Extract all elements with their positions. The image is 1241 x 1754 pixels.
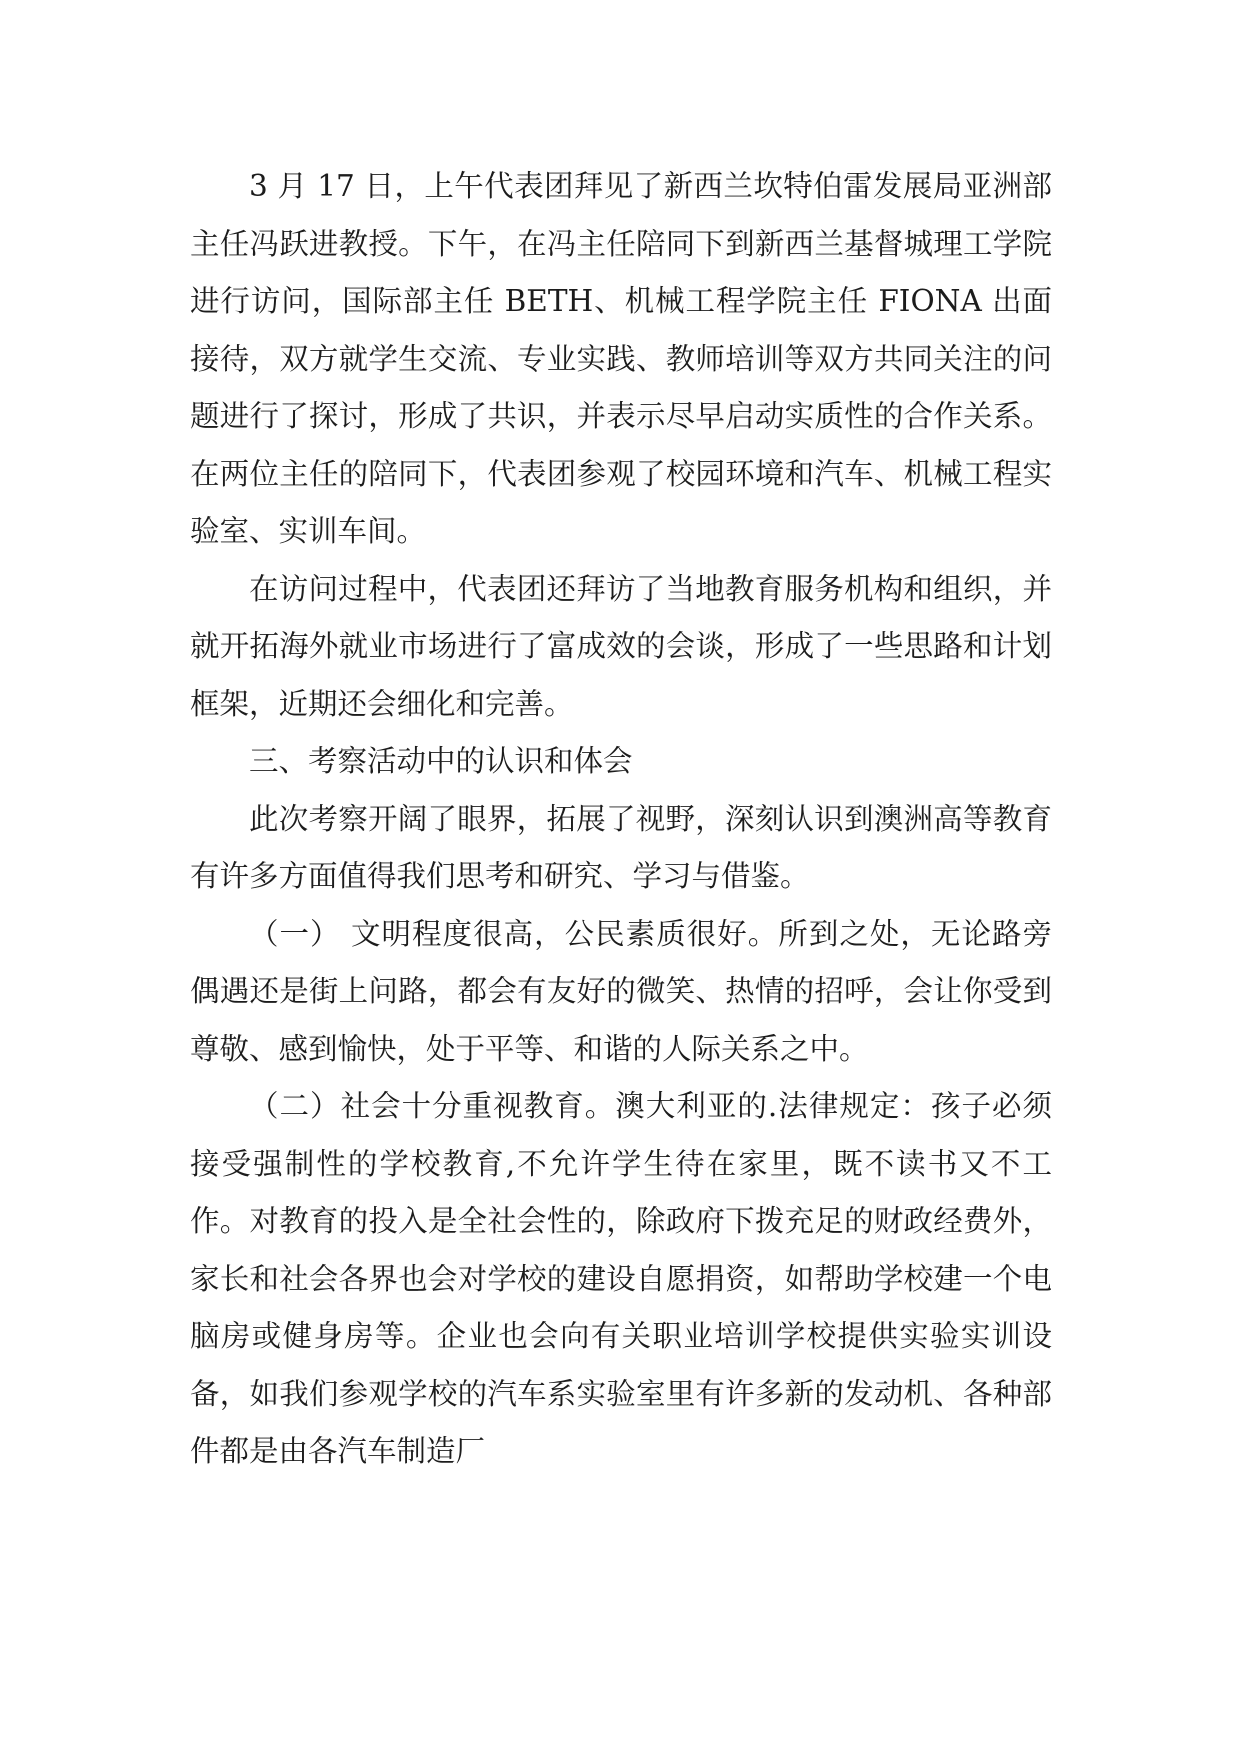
paragraph-point-one: （一） 文明程度很高，公民素质很好。所到之处，无论路旁偶遇还是街上问路，都会有友好的微笑、热情的招呼，会让你受到尊敬、感到愉快，处于平等、和谐的人际关系之中。: [190, 916, 1052, 1066]
paragraph-education-services: 在访问过程中，代表团还拜访了当地教育服务机构和组织，并就开拓海外就业市场进行了富成效的会谈，形成了一些思路和计划框架，近期还会细化和完善。: [190, 571, 1052, 721]
paragraph-visit-christchurch: 3 月 17 日，上午代表团拜见了新西兰坎特伯雷发展局亚洲部主任冯跃进教授。下午，在冯主任陪同下到新西兰基督城理工学院进行访问，国际部主任 BETH、机械工程学院主任 FIONA 出面接待，双方就学生交流、专业实践、教师培训等双方共同关注的问题进行了探讨，形成了共识，并表示尽早启动实质性的合作关系。在两位主任的陪同下，代表团参观了校园环境和汽车、机械工程实验室、实训车间。: [190, 169, 1052, 548]
document-body: [190, 158, 1052, 1481]
paragraph-insights-intro: 此次考察开阔了眼界，拓展了视野，深刻认识到澳洲高等教育有许多方面值得我们思考和研究、学习与借鉴。: [190, 801, 1052, 893]
paragraph-point-two: （二）社会十分重视教育。澳大利亚的.法律规定：孩子必须接受强制性的学校教育,不允许学生待在家里，既不读书又不工作。对教育的投入是全社会性的，除政府下拨充足的财政经费外，家长和社会各界也会对学校的建设自愿捐资，如帮助学校建一个电脑房或健身房等。企业也会向有关职业培训学校提供实验实训设备，如我们参观学校的汽车系实验室里有许多新的发动机、各种部件都是由各汽车制造厂: [190, 1089, 1052, 1468]
section-heading: 三、考察活动中的认识和体会: [249, 744, 633, 778]
